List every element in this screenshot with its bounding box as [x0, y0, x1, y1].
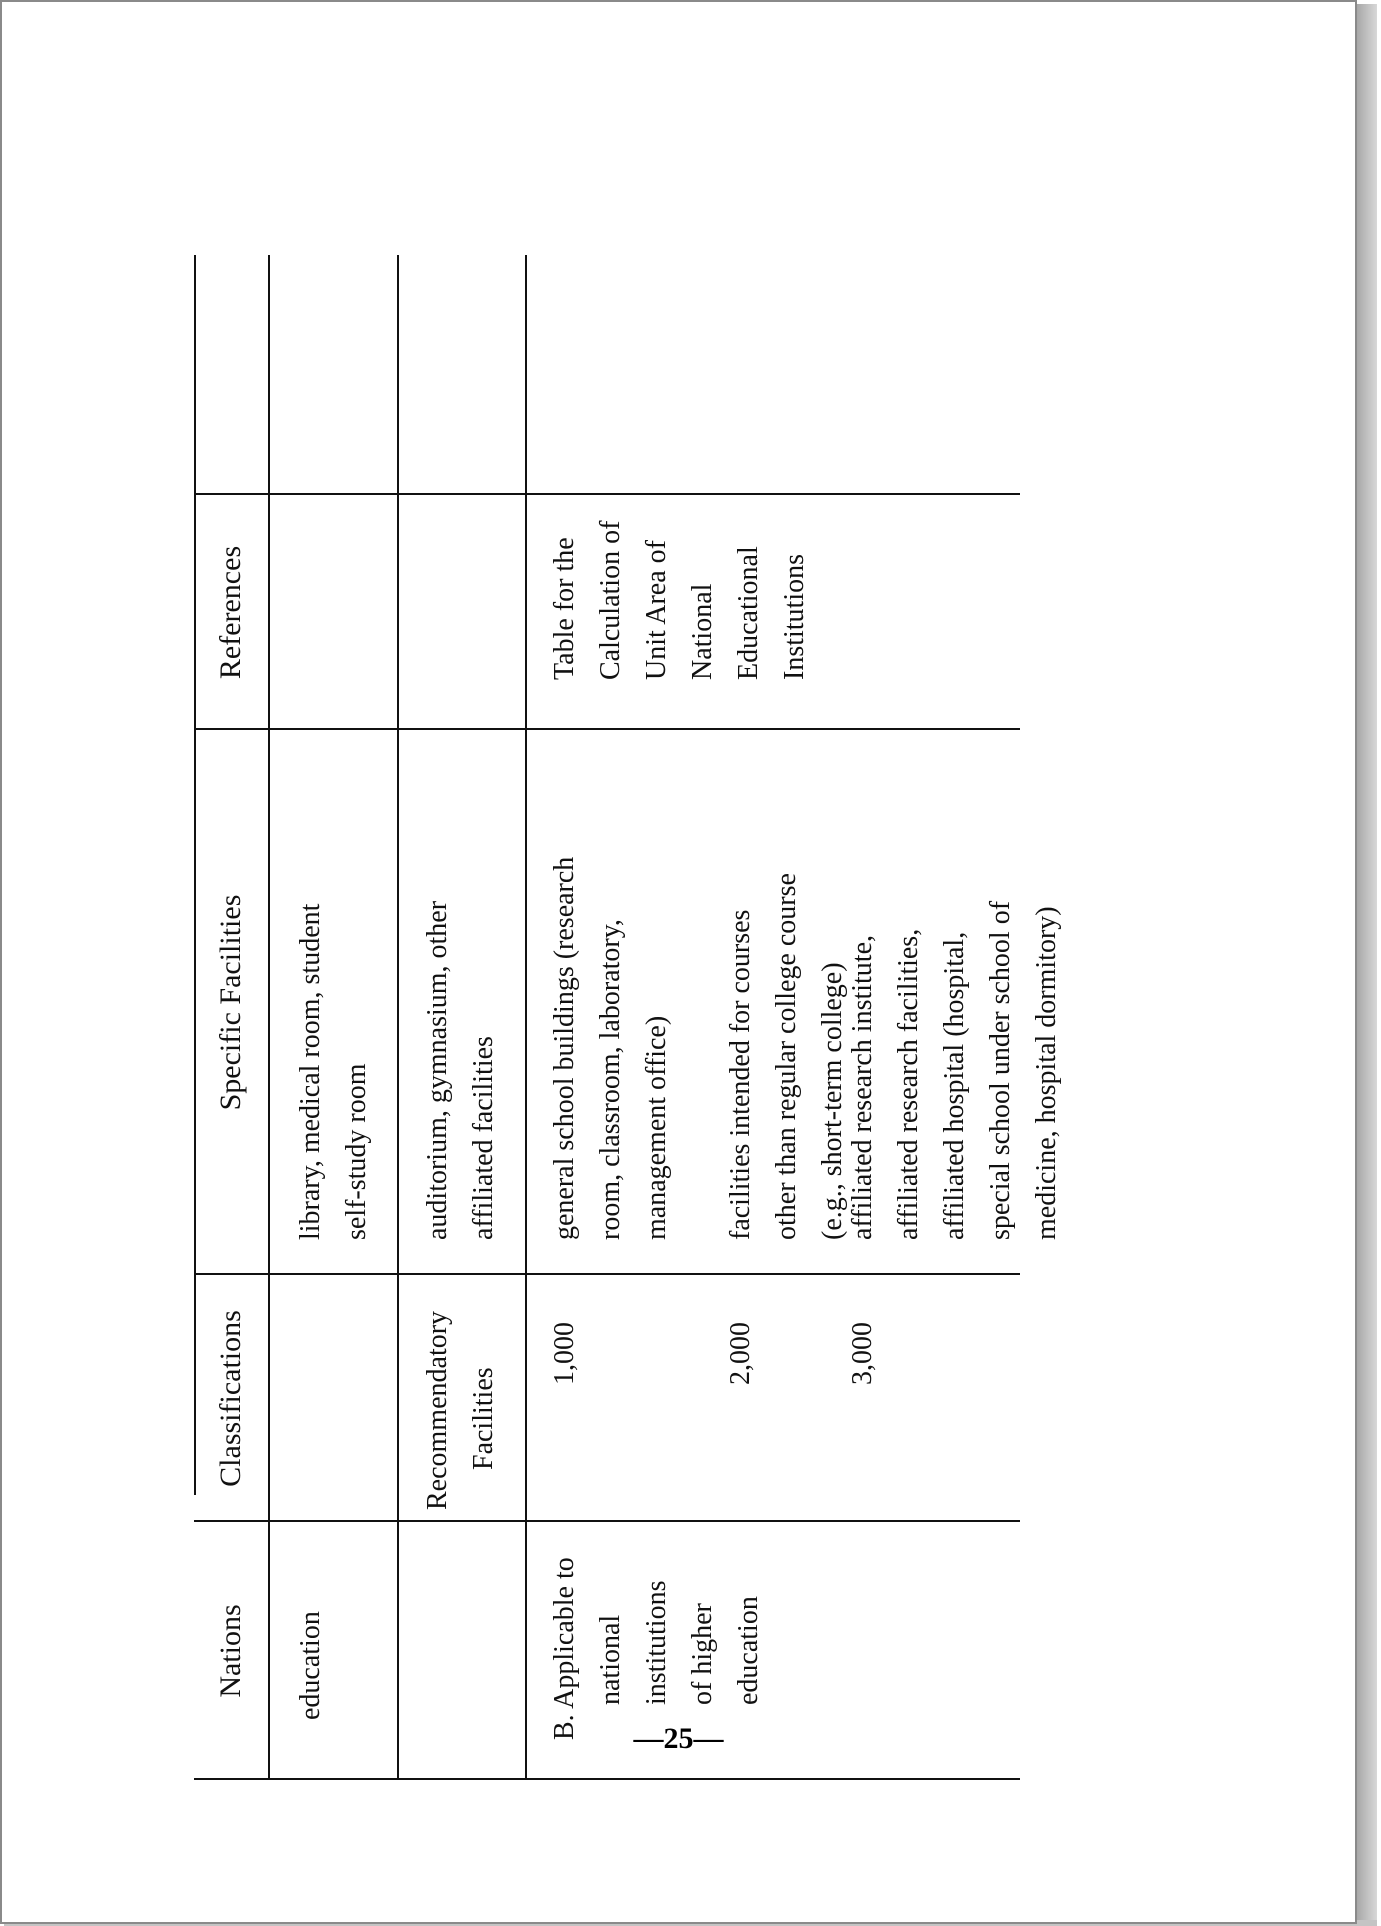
col-class-rule — [194, 1273, 1020, 1275]
row1-nation: education — [295, 1611, 326, 1720]
row3-nation-line5: education — [733, 1596, 764, 1705]
row3-class-3000: 3,000 — [847, 1322, 878, 1385]
row2-classification-line1: Recommendatory — [422, 1310, 453, 1510]
header-references: References — [214, 545, 247, 680]
row3-nation-line2: national — [595, 1614, 626, 1705]
row3-fac3-line5: medicine, hospital dormitory) — [1031, 906, 1062, 1240]
row3-nation-line3: institutions — [641, 1580, 672, 1705]
row2-facilities-line2: affiliated facilities — [468, 1036, 499, 1240]
rotated-table — [180, 280, 1180, 1780]
row3-fac2-line3: (e.g., short-term college) — [817, 962, 848, 1240]
row3-ref-line1: Table for the — [549, 537, 580, 680]
row1-facilities-line1: library, medical room, student — [295, 903, 326, 1240]
header-bottom-rule — [268, 255, 270, 1780]
col-right-rule — [194, 493, 1020, 495]
table-top-rule — [194, 255, 196, 1495]
row3-fac1-line3: management office) — [641, 1015, 672, 1240]
header-specific-facilities: Specific Facilities — [214, 894, 247, 1111]
table — [180, 280, 1180, 1780]
row2-rule — [525, 255, 527, 1780]
header-classifications: Classifications — [214, 1310, 247, 1487]
row3-fac3-line3: affiliated hospital (hospital, — [939, 931, 970, 1240]
row3-nation-line1: B. Applicable to — [549, 1557, 580, 1740]
row3-fac2-line2: other than regular college course — [771, 873, 802, 1240]
row3-fac3-line1: affiliated research institute, — [847, 934, 878, 1240]
row3-nation-line4: of higher — [687, 1603, 718, 1705]
col-nations-rule — [194, 1520, 1020, 1522]
row2-facilities-line1: auditorium, gymnasium, other — [422, 900, 453, 1240]
row3-ref-line5: Educational — [733, 546, 764, 680]
page-number: —25— — [633, 1722, 724, 1755]
row3-ref-line2: Calculation of — [595, 520, 626, 680]
row3-fac3-line4: special school under school of — [985, 900, 1016, 1240]
col-left-rule — [194, 1778, 1020, 1780]
row3-fac1-line1: general school buildings (research — [549, 856, 580, 1240]
row3-ref-line3: Unit Area of — [641, 540, 672, 680]
page-shadow — [1357, 4, 1377, 1924]
row2-classification-line2: Facilities — [468, 1367, 499, 1470]
header-nations: Nations — [214, 1604, 247, 1698]
row3-ref-line6: Institutions — [779, 553, 810, 680]
row1-facilities-line2: self-study room — [341, 1063, 372, 1240]
row3-class-1000: 1,000 — [549, 1322, 580, 1385]
row3-fac1-line2: room, classroom, laboratory, — [595, 919, 626, 1240]
row1-rule — [397, 255, 399, 1780]
row3-class-2000: 2,000 — [725, 1322, 756, 1385]
row3-fac3-line2: affiliated research facilities, — [893, 928, 924, 1240]
row3-ref-line4: National — [687, 583, 718, 680]
col-facilities-rule — [194, 728, 1020, 730]
row3-fac2-line1: facilities intended for courses — [725, 909, 756, 1240]
